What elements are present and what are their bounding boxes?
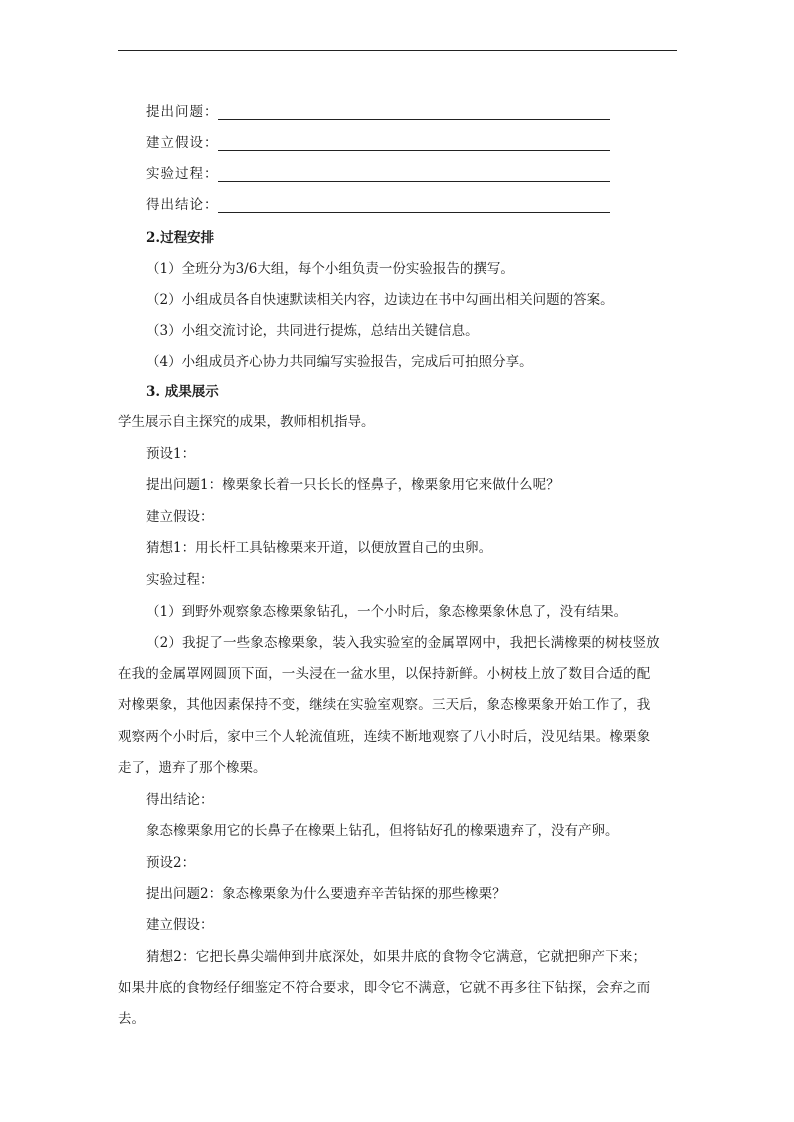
hypothesis-label: 建立假设： (146, 509, 214, 525)
hypothesis-label: 建立假设： (146, 917, 214, 933)
process-item: （1）全班分为3/6大组，每个小组负责一份实验报告的撰写。 (146, 261, 514, 277)
preset-label: 预设1： (146, 446, 196, 462)
guess-paragraph-line: 如果井底的食物经仔细鉴定不符合要求，即令它不满意，它就不再多往下钻探，会弃之而 (118, 980, 651, 996)
process-item: （4）小组成员齐心协力共同编写实验报告，完成后可拍照分享。 (146, 354, 533, 370)
experiment-label: 实验过程： (146, 572, 214, 588)
header-rule (118, 50, 677, 51)
question-text: 提出问题1：橡栗象长着一只长长的怪鼻子，橡栗象用它来做什么呢？ (146, 477, 560, 493)
process-item: （3）小组交流讨论，共同进行提炼，总结出关键信息。 (146, 323, 479, 339)
form-process-label: 实验过程： (146, 166, 219, 182)
experiment-step: （1）到野外观察象态橡栗象钻孔，一个小时后，象态橡栗象休息了，没有结果。 (146, 604, 628, 620)
form-hypothesis-blank[interactable] (218, 150, 610, 151)
form-conclusion-blank[interactable] (218, 212, 610, 213)
experiment-paragraph-line: 对橡栗象，其他因素保持不变，继续在实验室观察。三天后，象态橡栗象开始工作了，我 (118, 697, 651, 713)
experiment-paragraph-line: 走了，遗弃了那个橡栗。 (118, 760, 267, 776)
conclusion-label: 得出结论： (146, 792, 214, 808)
form-question-label: 提出问题： (146, 104, 219, 120)
form-process-line (146, 164, 219, 184)
section-heading-results: 3. 成果展示 (146, 384, 219, 400)
section-heading-process: 2.过程安排 (146, 230, 215, 246)
conclusion-text: 象态橡栗象用它的长鼻子在橡栗上钻孔，但将钻好孔的橡栗遗弃了，没有产卵。 (146, 823, 619, 839)
process-item: （2）小组成员各自快速默读相关内容，边读边在书中勾画出相关问题的答案。 (146, 292, 614, 308)
guess-text: 猜想1：用长杆工具钻橡栗来开道，以便放置自己的虫卵。 (146, 540, 493, 556)
form-process-blank[interactable] (218, 181, 610, 182)
form-question-blank[interactable] (218, 119, 610, 120)
form-conclusion-line (146, 195, 219, 215)
guess-paragraph-line: 猜想2：它把长鼻尖端伸到井底深处，如果井底的食物令它满意，它就把卵产下来； (146, 949, 647, 965)
guess-paragraph-line: 去。 (118, 1011, 145, 1027)
preset-label: 预设2： (146, 855, 196, 871)
form-question-line (146, 102, 219, 122)
experiment-paragraph-line: （2）我捉了一些象态橡栗象，装入我实验室的金属罩网中，我把长满橡栗的树枝竖放 (146, 635, 660, 651)
form-hypothesis-label: 建立假设： (146, 135, 219, 151)
results-intro: 学生展示自主探究的成果，教师相机指导。 (118, 414, 375, 430)
form-hypothesis-line (146, 133, 219, 153)
question-text: 提出问题2：象态橡栗象为什么要遗弃辛苦钻探的那些橡栗？ (146, 886, 506, 902)
experiment-paragraph-line: 观察两个小时后，家中三个人轮流值班，连续不断地观察了八小时后，没见结果。橡栗象 (118, 729, 651, 745)
form-conclusion-label: 得出结论： (146, 197, 219, 213)
experiment-paragraph-line: 在我的金属罩网圆顶下面，一头浸在一盆水里，以保持新鲜。小树枝上放了数目合适的配 (118, 666, 651, 682)
